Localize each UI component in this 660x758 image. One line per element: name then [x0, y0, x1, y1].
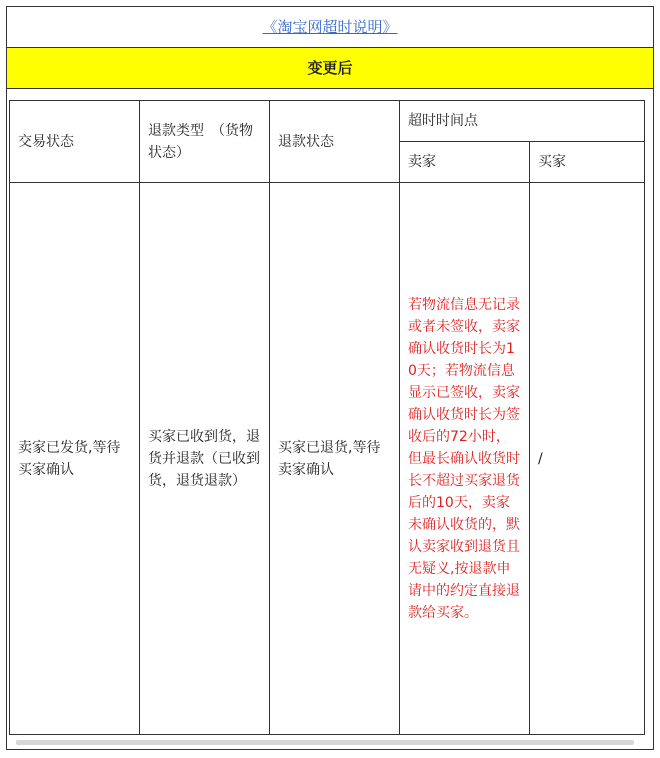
header-seller: 卖家	[400, 142, 530, 183]
header-row	[10, 101, 645, 142]
header-timeout-point: 超时时间点	[400, 101, 645, 142]
cell-refund-status: 买家已退货,等待卖家确认	[270, 183, 400, 735]
cell-refund-type: 买家已收到货，退货并退款（已收到货，退货退款）	[140, 183, 270, 735]
header-buyer: 买家	[530, 142, 645, 183]
header-refund-status: 退款状态	[270, 101, 400, 183]
refund-timeout-table	[9, 100, 645, 735]
header-refund-type: 退款类型 （货物状态）	[140, 101, 270, 183]
table-row	[10, 183, 645, 735]
cell-seller-rule: 若物流信息无记录或者未签收，卖家确认收货时长为10天；若物流信息显示已签收，卖家确认收货时长为签收后的72小时， 但最长确认收货时长不超过买家退货后的10天，卖家未确认收货的，默认卖家收到退货且无疑义,按退款申请中的约定直接退款给买家。	[400, 183, 530, 735]
cell-buyer-rule: /	[530, 183, 645, 735]
header-trade-status: 交易状态	[10, 101, 140, 183]
changed-banner: 变更后	[7, 48, 653, 89]
title-row	[7, 7, 653, 48]
cell-trade-status: 卖家已发货,等待买家确认	[10, 183, 140, 735]
timeout-rules-link[interactable]: 《淘宝网超时说明》	[262, 18, 398, 36]
horizontal-scrollbar[interactable]	[16, 740, 634, 745]
